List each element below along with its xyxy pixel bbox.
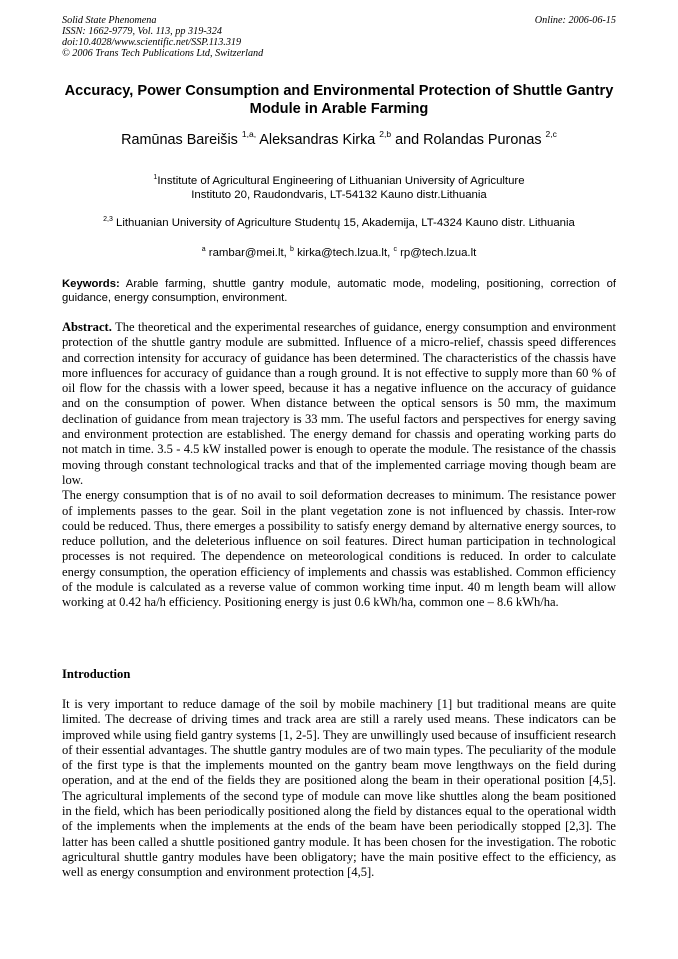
abstract-paragraph (62, 320, 616, 488)
affiliation-line: Instituto 20, Raudondvaris, LT-54132 Kauno distr.Lithuania (191, 189, 487, 201)
affiliation-marker: 1 (153, 174, 158, 181)
journal-header (62, 15, 263, 59)
abstract-label: Abstract. (62, 320, 112, 334)
introduction-heading: Introduction (62, 667, 131, 681)
journal-doi: doi:10.4028/www.scientific.net/SSP.113.319 (62, 37, 242, 48)
keywords-text: Arable farming, shuttle gantry module, automatic mode, modeling, positioning, correction of guidance, energy consumption, environment. (62, 278, 616, 305)
email-link[interactable]: kirka@tech.lzua.lt, (297, 247, 391, 259)
keywords-section (62, 277, 616, 305)
author-affiliation-marker: 2,c (545, 129, 557, 139)
affiliation-marker: 2,3 (103, 216, 113, 223)
introduction-section (62, 697, 616, 881)
email-link[interactable]: rp@tech.lzua.lt (400, 247, 477, 259)
paper-title: Accuracy, Power Consumption and Environmental Protection of Shuttle Gantry Module in Arable Farming (64, 83, 614, 117)
author-name: Rolandas Puronas (423, 132, 542, 148)
abstract-paragraph: The energy consumption that is of no avail to soil deformation decreases to minimum. The resistance power of implements passes to the gear. Soil in the plant vegetation zone is not influenced by chassis. Inter-row could be reduced. Thus, there emerges a possibility to satisfy energy demand by alternative energy sources, to reduce pollution, and the deleterious influence on soil features. Direct human participation in technological processes is not required. The dependence on meteorological conditions is reduced. In order to calculate energy consumption, the operation efficiency of implements and chassis was established. Common efficiency of the module is calculated as a reverse value of common working time input. 40 m length beam will allow working at 0.42 ha/h efficiency. Positioning energy is just 0.6 kWh/ha, common one – 8.6 kWh/ha. (62, 488, 616, 610)
copyright-notice: © 2006 Trans Tech Publications Ltd, Switzerland (62, 48, 264, 59)
author-emails (62, 246, 616, 260)
author-name: Ramūnas Bareišis (121, 132, 238, 148)
abstract-text: The theoretical and the experimental researches of guidance, energy consumption and environment protection of the shuttle gantry module are submitted. Influence of a micro-relief, chassis speed differences and correction intensity for accuracy of guidance has been determined. The characteristics of the chassis have more influences for accuracy of guidance than a rough ground. It is not effective to supply more than 60 % of oil flow for the chassis with a lower speed, because it has a negative influence on the accuracy of guidance and on the consumption of power. When distance between the optical sensors is 50 mm, the maximum declination of guidance from mean trajectory is 33 mm. The useful factors and perspectives for energy saving and environment protection are established. The energy demand for chassis and operating working parts do not match in time. 3.5 - 4.5 kW installed power is enough to operate the module. The resistance of the chassis moving through constant technological tracks and that of the implemented carriage moving though beam are low. (62, 320, 616, 487)
affiliation-1 (62, 174, 616, 202)
email-marker: b (289, 246, 294, 253)
email-marker: a (201, 246, 206, 253)
author-affiliation-marker: 1,a, (241, 129, 257, 139)
journal-name: Solid State Phenomena (62, 15, 157, 26)
affiliation-2 (62, 216, 616, 230)
affiliation-line: Institute of Agricultural Engineering of Lithuanian University of Agriculture (157, 175, 525, 187)
introduction-paragraph: It is very important to reduce damage of the soil by mobile machinery [1] but traditional means are quite limited. The decrease of driving times and track area are still a rarely used means. These indicators can be improved while using field gantry systems [1, 2-5]. They are unwillingly used because of insufficient research of their essential advantages. The shuttle gantry modules are of two main types. The peculiarity of the module of the first type is that the implements mounted on the gantry beam move lengthways on the field during operation, and at the end of the fields they are positioned along the beam in their operational position [4,5]. The agricultural implements of the second type of module can move like shuttles along the beam positioned in the field, which has been periodically positioned along the field by distances equal to the operational width of the implements when the implements at the ends of the beam have been periodically stopped [2,3]. The latter has been called a shuttle positioned gantry module. It has been chosen for the investigation. The robotic agricultural shuttle gantry modules have been obligatory; have the main positive effect to the efficiency, as well as energy consumption and environment protection [4,5]. (62, 697, 616, 880)
journal-issn: ISSN: 1662-9779, Vol. 113, pp 319-324 (62, 26, 222, 37)
author-affiliation-marker: 2,b (379, 129, 392, 139)
author-list (62, 131, 616, 149)
online-date: Online: 2006-06-15 (534, 15, 616, 26)
affiliation-line: Lithuanian University of Agriculture Studentų 15, Akademija, LT-4324 Kauno distr. Lithuania (116, 217, 575, 229)
email-marker: c (393, 246, 397, 253)
author-conjunction: and (395, 132, 420, 148)
abstract-section (62, 320, 616, 611)
author-name: Aleksandras Kirka (259, 132, 376, 148)
keywords-label: Keywords: (62, 278, 120, 290)
email-link[interactable]: rambar@mei.lt, (208, 247, 287, 259)
